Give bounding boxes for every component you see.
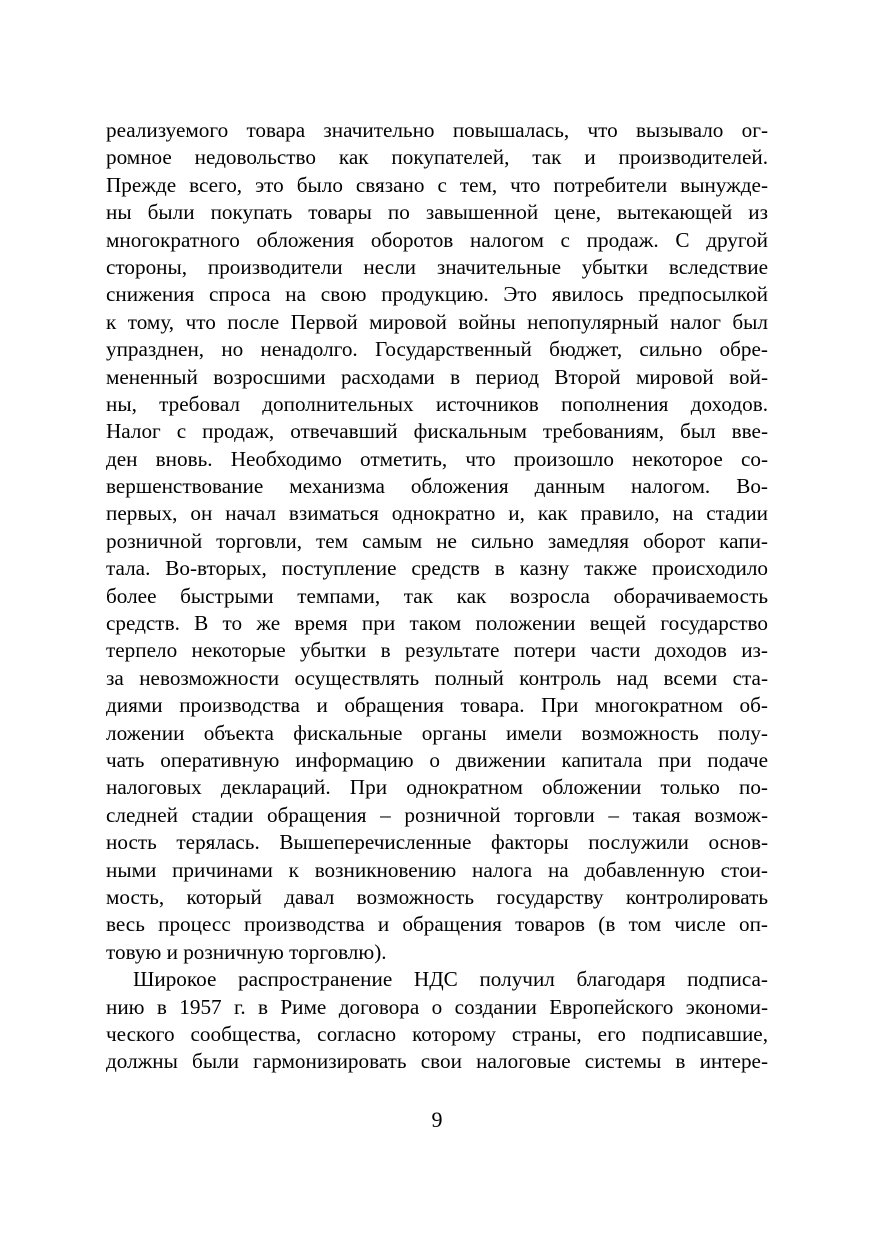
text-line: ден вновь. Необходимо отметить, что произошло некоторое со- — [106, 446, 768, 471]
text-line: средств. В то же время при таком положении вещей государство — [106, 611, 768, 636]
text-line: многократного обложения оборотов налогом с продаж. С другой — [106, 227, 768, 252]
text-line: должны были гармонизировать свои налоговые системы в интере- — [106, 1049, 768, 1074]
text-line: товую и розничную торговлю). — [106, 939, 387, 964]
text-line: мость, который давал возможность государству контролировать — [106, 884, 768, 909]
paragraph-1 — [106, 117, 768, 966]
text-line: следней стадии обращения – розничной торговли – такая возмож- — [106, 802, 768, 827]
text-line: стороны, производители несли значительные убытки вследствие — [106, 254, 768, 279]
text-line: более быстрыми темпами, так как возросла оборачиваемость — [106, 583, 768, 608]
text-line: нию в 1957 г. в Риме договора о создании Европейского экономи- — [106, 994, 768, 1019]
text-line: реализуемого товара значительно повышалась, что вызывало ог- — [106, 118, 768, 142]
page-number: 9 — [431, 1107, 443, 1132]
text-line: терпело некоторые убытки в результате потери части доходов из- — [106, 638, 768, 663]
text-line: тала. Во-вторых, поступление средств в казну также происходило — [106, 556, 768, 581]
text-line: снижения спроса на свою продукцию. Это явилось предпосылкой — [106, 282, 768, 307]
text-line: ческого сообщества, согласно которому страны, его подписавшие, — [106, 1021, 768, 1046]
paragraph-2 — [106, 966, 768, 1076]
text-line: ность терялась. Вышеперечисленные факторы послужили основ- — [106, 830, 768, 855]
text-line: за невозможности осуществлять полный контроль над всеми ста- — [106, 665, 768, 690]
text-line: чать оперативную информацию о движении капитала при подаче — [106, 747, 768, 772]
text-line: мененный возросшими расходами в период Второй мировой вой- — [106, 364, 768, 389]
text-line: налоговых деклараций. При однократном обложении только по- — [106, 775, 768, 800]
text-line: первых, он начал взиматься однократно и, как правило, на стадии — [106, 501, 768, 526]
text-line: упразднен, но ненадолго. Государственный бюджет, сильно обре- — [106, 337, 768, 362]
text-line: ными причинами к возникновению налога на добавленную стои- — [106, 857, 768, 882]
body-text — [106, 117, 768, 1076]
text-line: Широкое распространение НДС получил благодаря подписа- — [133, 967, 768, 992]
text-line: розничной торговли, тем самым не сильно замедляя оборот капи- — [106, 528, 768, 553]
text-line: к тому, что после Первой мировой войны непопулярный налог был — [106, 309, 768, 334]
text-line: вершенствование механизма обложения данным налогом. Во- — [106, 474, 768, 499]
text-line: ны, требовал дополнительных источников пополнения доходов. — [106, 391, 768, 416]
text-line: весь процесс производства и обращения товаров (в том числе оп- — [106, 912, 768, 937]
text-line: ны были покупать товары по завышенной цене, вытекающей из — [106, 200, 768, 225]
text-line: ромное недовольство как покупателей, так и производителей. — [106, 145, 768, 170]
text-line: диями производства и обращения товара. При многократном об- — [106, 693, 768, 718]
text-line: ложении объекта фискальные органы имели возможность полу- — [106, 720, 768, 745]
text-line: Налог с продаж, отвечавший фискальным требованиям, был вве- — [106, 419, 768, 444]
text-line: Прежде всего, это было связано с тем, что потребители вынужде- — [106, 172, 768, 197]
